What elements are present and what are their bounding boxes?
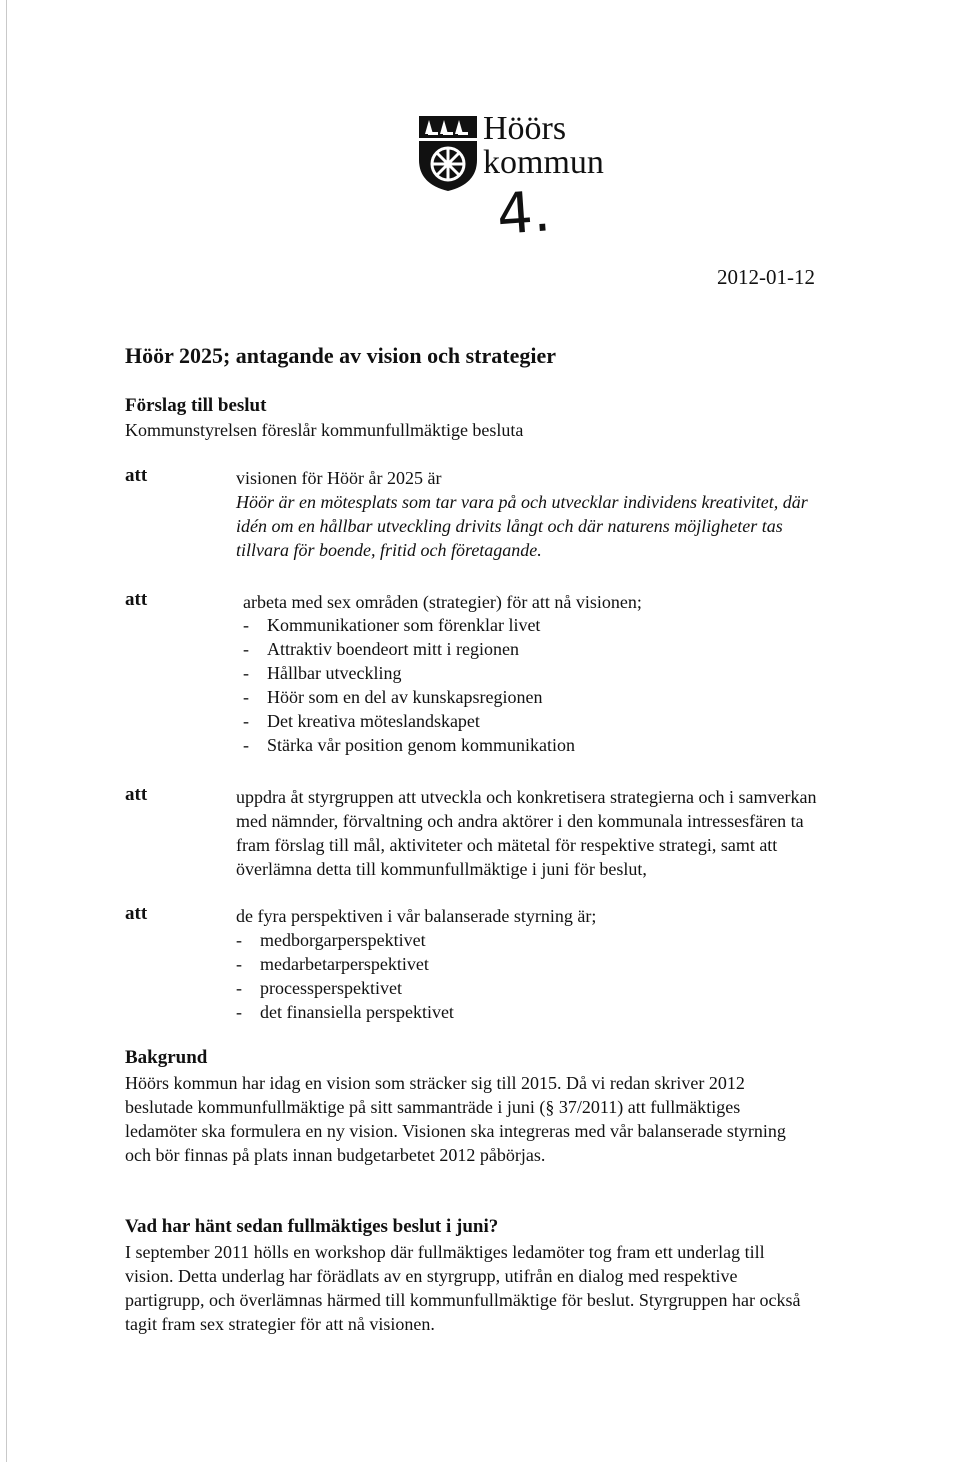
list-dash: -	[236, 930, 242, 950]
logo-text	[483, 112, 604, 180]
perspective-text: det finansiella perspektivet	[260, 1002, 454, 1022]
vision-line: idén om en hållbar utveckling drivits långt och där naturens möjligheter tas	[236, 516, 783, 536]
strategy-text: Det kreativa möteslandskapet	[267, 711, 480, 731]
perspective-item	[236, 976, 402, 1000]
strategy-text: Stärka vår position genom kommunikation	[267, 735, 575, 755]
document-date: 2012-01-12	[717, 265, 815, 289]
list-dash: -	[243, 735, 249, 755]
perspective-text: medborgarperspektivet	[260, 930, 426, 950]
decision-label: att	[125, 903, 148, 924]
strategy-item	[243, 709, 480, 733]
strategy-item	[243, 685, 542, 709]
decision-label: att	[125, 784, 148, 805]
list-dash: -	[243, 615, 249, 635]
since-heading: Vad har hänt sedan fullmäktiges beslut i juni?	[125, 1216, 499, 1237]
vision-line: Höör är en mötesplats som tar vara på och utvecklar individens kreativitet, där	[236, 492, 808, 512]
decision-label: att	[125, 589, 148, 610]
decision-line: uppdra åt styrgruppen att utveckla och konkretisera strategierna och i samverkan	[236, 787, 817, 807]
list-dash: -	[236, 1002, 242, 1022]
strategy-item	[243, 613, 540, 637]
decision-lead: visionen för Höör år 2025 är	[236, 468, 442, 488]
since-line: vision. Detta underlag har förädlats av en styrgrupp, utifrån en dialog med respektive	[125, 1266, 738, 1286]
background-line: och bör finnas på plats innan budgetarbetet 2012 påbörjas.	[125, 1145, 546, 1165]
background-line: Höörs kommun har idag en vision som sträcker sig till 2015. Då vi redan skriver 2012	[125, 1073, 745, 1093]
strategy-text: Höör som en del av kunskapsregionen	[267, 687, 543, 707]
decision-label: att	[125, 465, 148, 486]
list-dash: -	[243, 711, 249, 731]
coat-of-arms-icon	[417, 114, 479, 192]
perspective-item	[236, 952, 429, 976]
list-dash: -	[243, 663, 249, 683]
list-dash: -	[243, 687, 249, 707]
strategy-text: Attraktiv boendeort mitt i regionen	[267, 639, 519, 659]
strategy-text: Hållbar utveckling	[267, 663, 402, 683]
since-line: tagit fram sex strategier för att nå visionen.	[125, 1314, 435, 1334]
list-dash: -	[236, 978, 242, 998]
proposal-heading: Förslag till beslut	[125, 395, 267, 416]
perspective-item	[236, 928, 426, 952]
background-heading: Bakgrund	[125, 1047, 208, 1068]
perspective-text: processperspektivet	[260, 978, 402, 998]
handwritten-item-number: 4.	[494, 179, 553, 248]
decision-line: överlämna detta till kommunfullmäktige i juni för beslut,	[236, 859, 647, 879]
strategy-item	[243, 661, 401, 685]
scan-edge	[6, 0, 7, 1462]
since-line: partigrupp, och överlämnas härmed till kommunfullmäktige för beslut. Styrgruppen har också	[125, 1290, 801, 1310]
perspective-item	[236, 1000, 454, 1024]
logo-line-2: kommun	[483, 144, 604, 181]
background-line: beslutade kommunfullmäktige på sitt sammanträde i juni (§ 37/2011) att fullmäktiges	[125, 1097, 741, 1117]
strategy-item	[243, 637, 519, 661]
decision-lead: de fyra perspektiven i vår balanserade styrning är;	[236, 906, 597, 926]
background-line: ledamöter ska formulera en ny vision. Visionen ska integreras med vår balanserade styrning	[125, 1121, 786, 1141]
vision-line: tillvara för boende, fritid och företagande.	[236, 540, 542, 560]
list-dash: -	[243, 639, 249, 659]
since-line: I september 2011 hölls en workshop där fullmäktiges ledamöter tog fram ett underlag till	[125, 1242, 765, 1262]
strategy-item	[243, 733, 575, 757]
decision-line: med nämnder, förvaltning och andra aktörer i den kommunala intressesfären ta	[236, 811, 804, 831]
decision-line: fram förslag till mål, aktiviteter och mätetal för respektive strategi, samt att	[236, 835, 778, 855]
proposal-intro: Kommunstyrelsen föreslår kommunfullmäktige besluta	[125, 420, 524, 440]
strategy-text: Kommunikationer som förenklar livet	[267, 615, 541, 635]
logo-line-1: Höörs	[483, 110, 567, 147]
decision-lead: arbeta med sex områden (strategier) för att nå visionen;	[243, 592, 642, 612]
list-dash: -	[236, 954, 242, 974]
page-title: Höör 2025; antagande av vision och strategier	[125, 343, 557, 368]
perspective-text: medarbetarperspektivet	[260, 954, 429, 974]
